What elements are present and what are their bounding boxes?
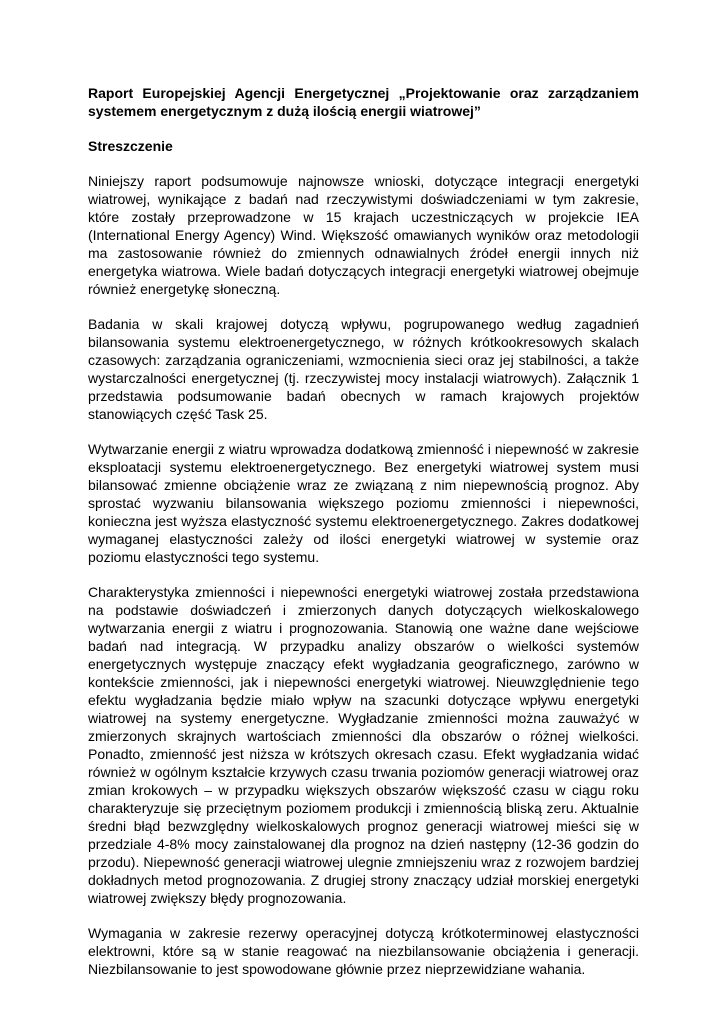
paragraph-4: Charakterystyka zmienności i niepewności energetyki wiatrowej została przedstawiona na podstawie doświadczeń i zmierzonych danych dotyczących wielkoskalowego wytwarzania energii z wiatru i prognozowania. Stanowią one ważne dane wejściowe badań nad integracją. W przypadku analizy obszarów o wielkości systemów energetycznych występuje znaczący efekt wygładzania geograficznego, zarówno w kontekście zmienności, jak i niepewności energetyki wiatrowej. Nieuwzględnienie tego efektu wygładzania będzie miało wpływ na szacunki dotyczące wpływu energetyki wiatrowej na systemy energetyczne. Wygładzanie zmienności można zauważyć w zmierzonych skrajnych wartościach zmienności dla obszarów o różnej wielkości. Ponadto, zmienność jest niższa w krótszych okresach czasu. Efekt wygładzania widać również w ogólnym kształcie krzywych czasu trwania poziomów generacji wiatrowej oraz zmian krokowych – w przypadku większych obszarów większość czasu w ciągu roku charakteryzuje się przeciętnym poziomem produkcji i zmiennością bliską zeru. Aktualnie średni błąd bezwzględny wielkoskalowych prognoz generacji wiatrowej mieści się w przedziale 4-8% mocy zainstalowanej dla prognoz na dzień następny (12-36 godzin do przodu). Niepewność generacji wiatrowej ulegnie zmniejszeniu wraz z rozwojem bardziej dokładnych metod prognozowania. Z drugiej strony znaczący udział morskiej energetyki wiatrowej zwiększy błędy prognozowania. — [88, 584, 643, 906]
paragraph-2: Badania w skali krajowej dotyczą wpływu, pogrupowanego według zagadnień bilansowania systemu elektroenergetycznego, w różnych krótkookresowych skalach czasowych: zarządzania ograniczeniami, wzmocnienia sieci oraz jej stabilności, a także wystarczalności energetycznej (tj. rzeczywistej mocy instalacji wiatrowych). Załącznik 1 przedstawia podsumowanie badań obecnych w ramach krajowych projektów stanowiących część Task 25. — [88, 316, 643, 422]
paragraph-1: Niniejszy raport podsumowuje najnowsze wnioski, dotyczące integracji energetyki wiatrowej, wynikające z badań nad rzeczywistymi doświadczeniami w tym zakresie, które zostały przeprowadzone w 15 krajach uczestniczących w projekcie IEA (International Energy Agency) Wind. Większość omawianych wyników oraz metodologii ma zastosowanie również do zmiennych odnawialnych źródeł energii innych niż energetyka wiatrowa. Wiele badań dotyczących integracji energetyki wiatrowej obejmuje również energetykę słoneczną. — [88, 173, 643, 297]
document-title: Raport Europejskiej Agencji Energetycznej „Projektowanie oraz zarządzaniem systemem energetycznym z dużą ilością energii wiatrowej” — [88, 85, 639, 119]
paragraph-3: Wytwarzanie energii z wiatru wprowadza dodatkową zmienność i niepewność w zakresie eksploatacji systemu elektroenergetycznego. Bez energetyki wiatrowej system musi bilansować zmienne obciążenie wraz ze związaną z nim niepewnością prognoz. Aby sprostać wyzwaniu bilansowania większego poziomu zmienności i niepewności, konieczna jest wyższa elastyczność systemu elektroenergetycznego. Zakres dodatkowej wymaganej elastyczności zależy od ilości energetyki wiatrowej w systemie oraz poziomu elastyczności tego systemu. — [88, 441, 647, 565]
document-page — [88, 84, 647, 978]
paragraph-5: Wymagania w zakresie rezerwy operacyjnej dotyczą krótkoterminowej elastyczności elektrowni, które są w stanie reagować na niezbilansowanie obciążenia i generacji. Niezbilansowanie to jest spowodowane głównie przez nieprzewidziane wahania. — [88, 925, 643, 977]
section-heading: Streszczenie — [88, 138, 173, 154]
